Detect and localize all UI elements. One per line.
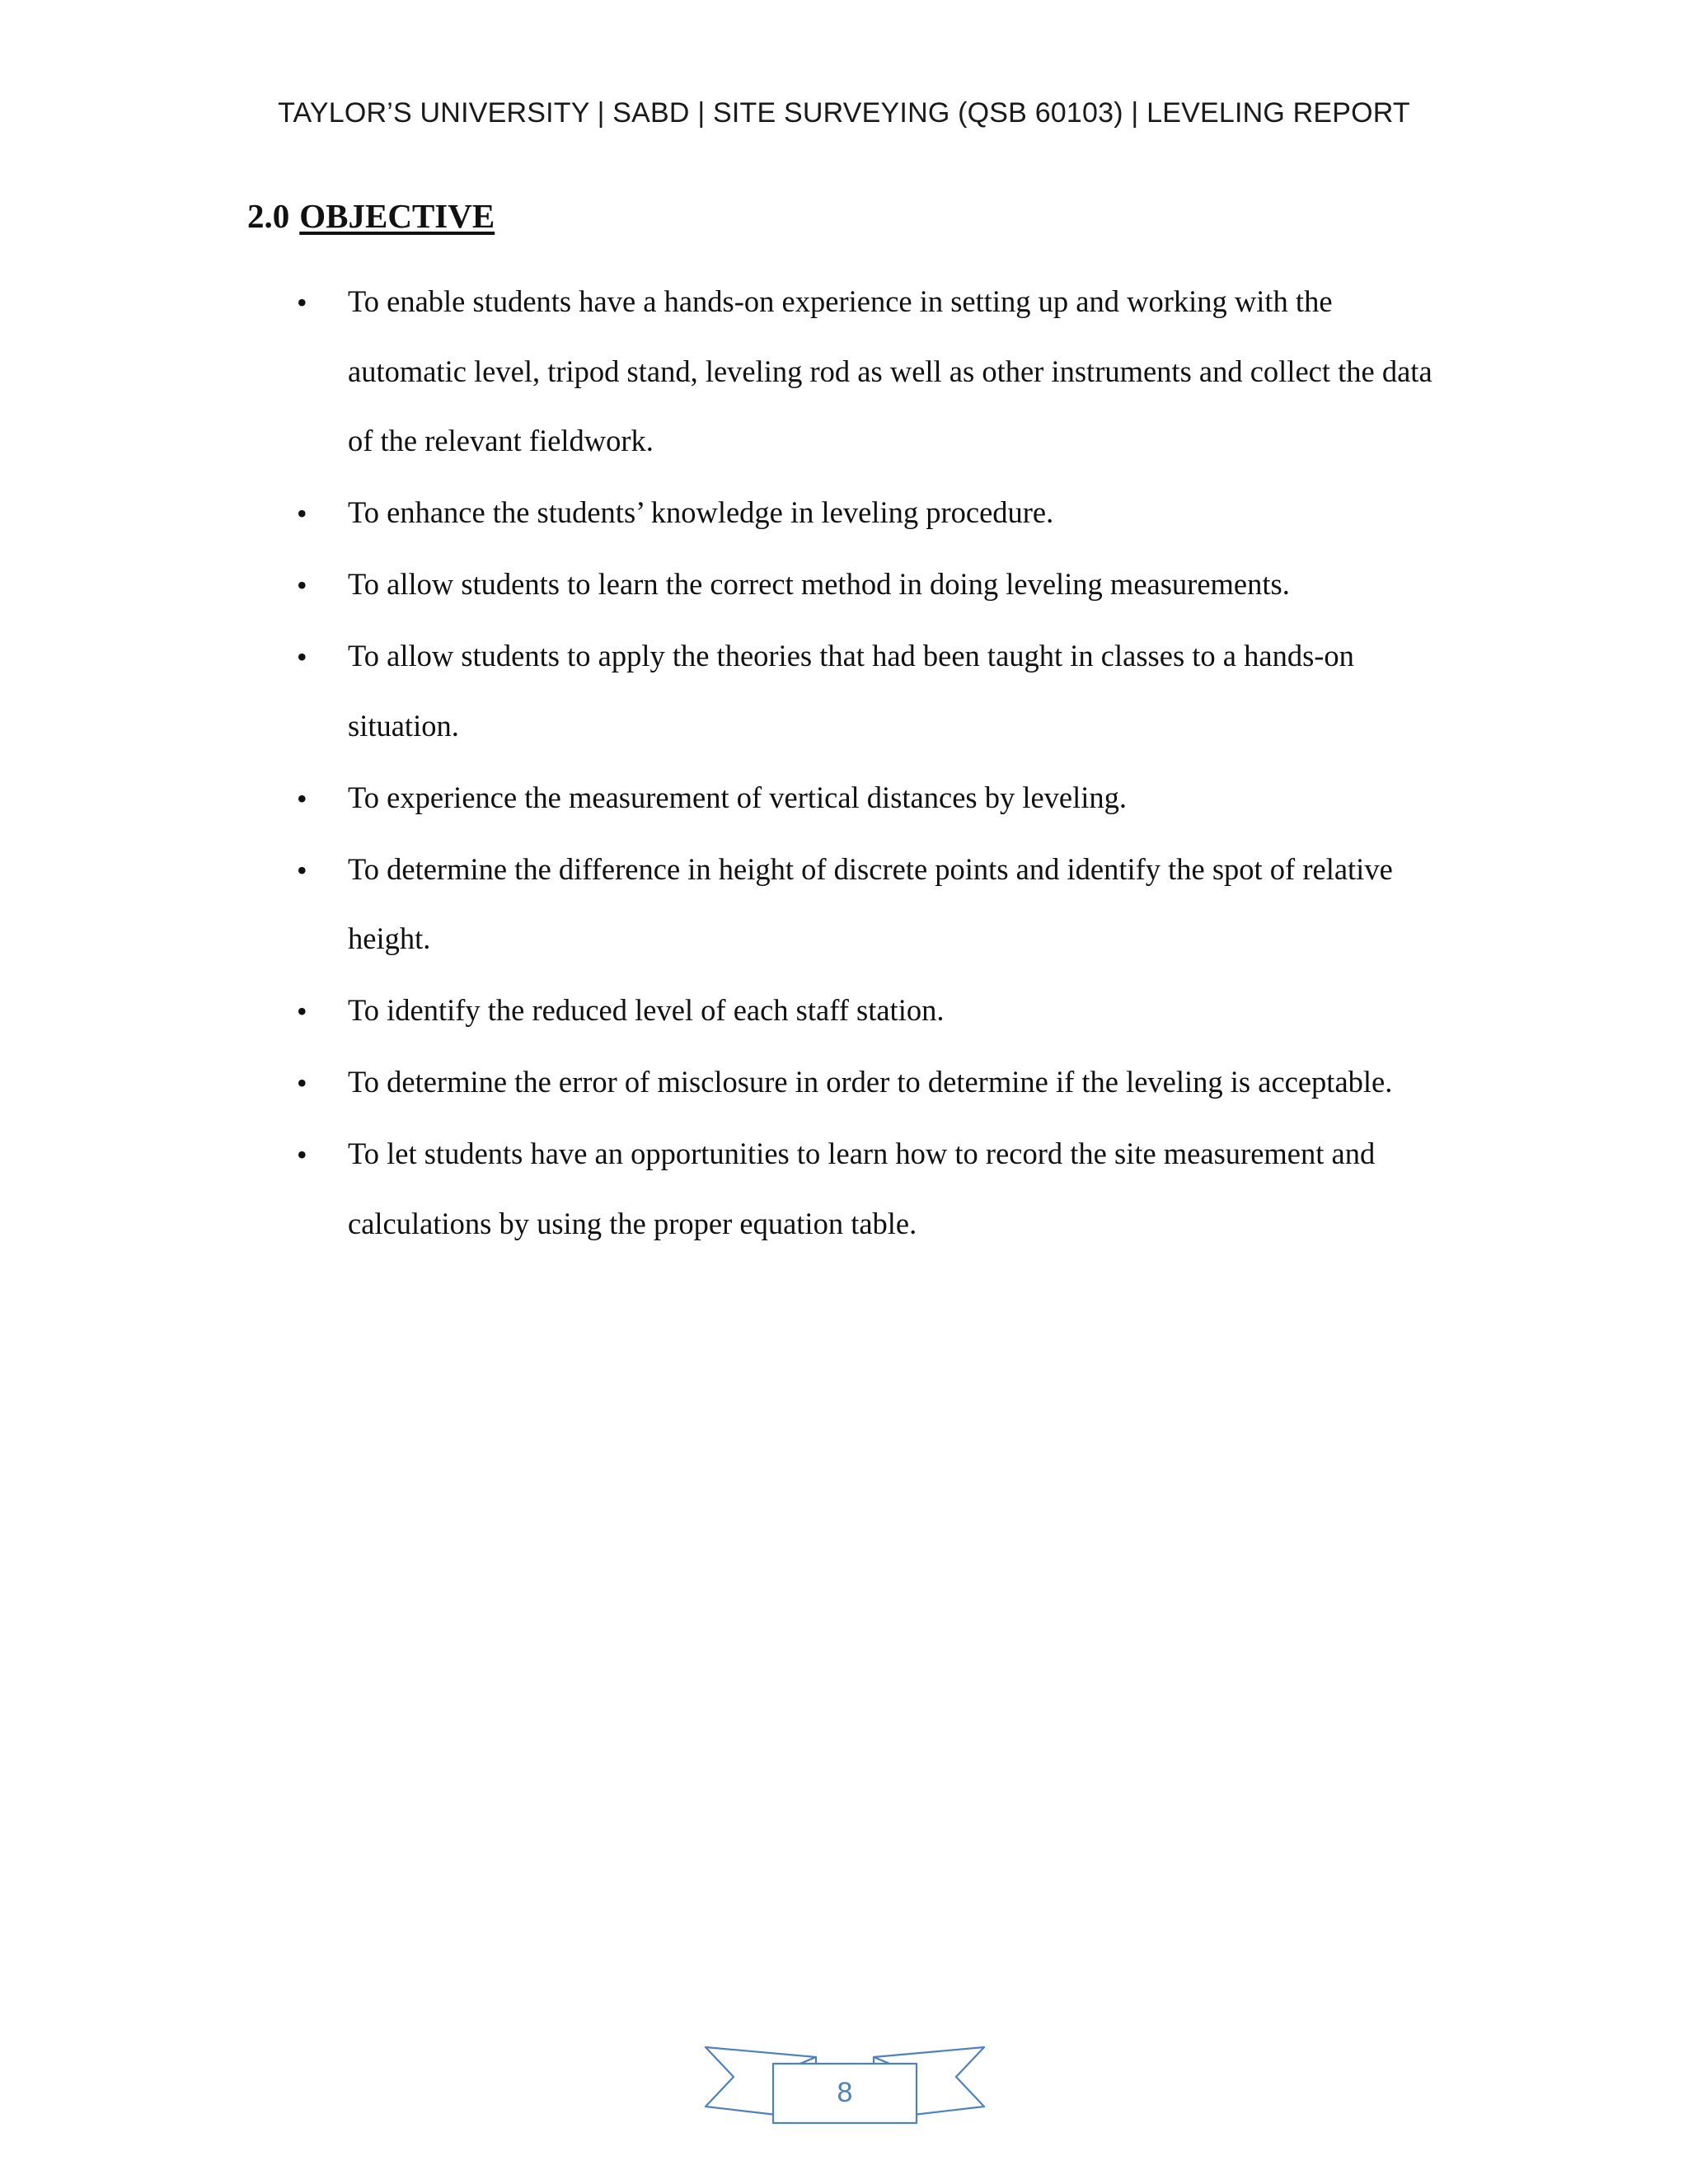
- page-header: TAYLOR’S UNIVERSITY | SABD | SITE SURVEYING (QSB 60103) | LEVELING REPORT: [278, 97, 1410, 129]
- objective-text: To allow students to apply the theories that had been taught in classes to a hands-on situation.: [348, 639, 1354, 743]
- page-number: 8: [837, 2077, 853, 2108]
- bullet-icon: •: [297, 569, 307, 602]
- section-number: 2.0: [247, 197, 290, 235]
- bullet-icon: •: [297, 995, 307, 1028]
- list-item: [0, 550, 1688, 620]
- list-item: [0, 763, 1688, 833]
- list-item: [0, 478, 1688, 548]
- list-item: [0, 835, 1688, 974]
- bullet-icon: •: [297, 853, 307, 887]
- list-item: [0, 1119, 1688, 1258]
- bullet-icon: •: [297, 497, 307, 530]
- objective-text: To identify the reduced level of each staff station.: [348, 993, 945, 1027]
- objective-text: To enhance the students’ knowledge in leveling procedure.: [348, 495, 1054, 529]
- objective-list: [0, 267, 1688, 1261]
- objective-text: To enable students have a hands-on experience in setting up and working with the automatic level, tripod stand, leveling rod as well as other instruments and collect the data of the relevant fieldwork.: [348, 284, 1432, 457]
- list-item: [0, 1047, 1688, 1118]
- objective-text: To determine the error of misclosure in order to determine if the leveling is acceptable.: [348, 1065, 1393, 1099]
- objective-text: To experience the measurement of vertical distances by leveling.: [348, 780, 1128, 814]
- bullet-icon: •: [297, 781, 307, 815]
- objective-text: To allow students to learn the correct method in doing leveling measurements.: [348, 567, 1290, 601]
- objective-text: To determine the difference in height of discrete points and identify the spot of relative height.: [348, 851, 1393, 955]
- section-heading: [247, 196, 495, 236]
- bullet-icon: •: [297, 1138, 307, 1171]
- list-item: [0, 976, 1688, 1046]
- section-title: OBJECTIVE: [299, 197, 495, 235]
- bullet-icon: •: [297, 1066, 307, 1099]
- list-item: [0, 621, 1688, 761]
- bullet-icon: •: [297, 286, 307, 319]
- list-item: [0, 267, 1688, 476]
- bullet-icon: •: [297, 640, 307, 673]
- objective-text: To let students have an opportunities to learn how to record the site measurement and calculations by using the proper equation table.: [348, 1137, 1376, 1240]
